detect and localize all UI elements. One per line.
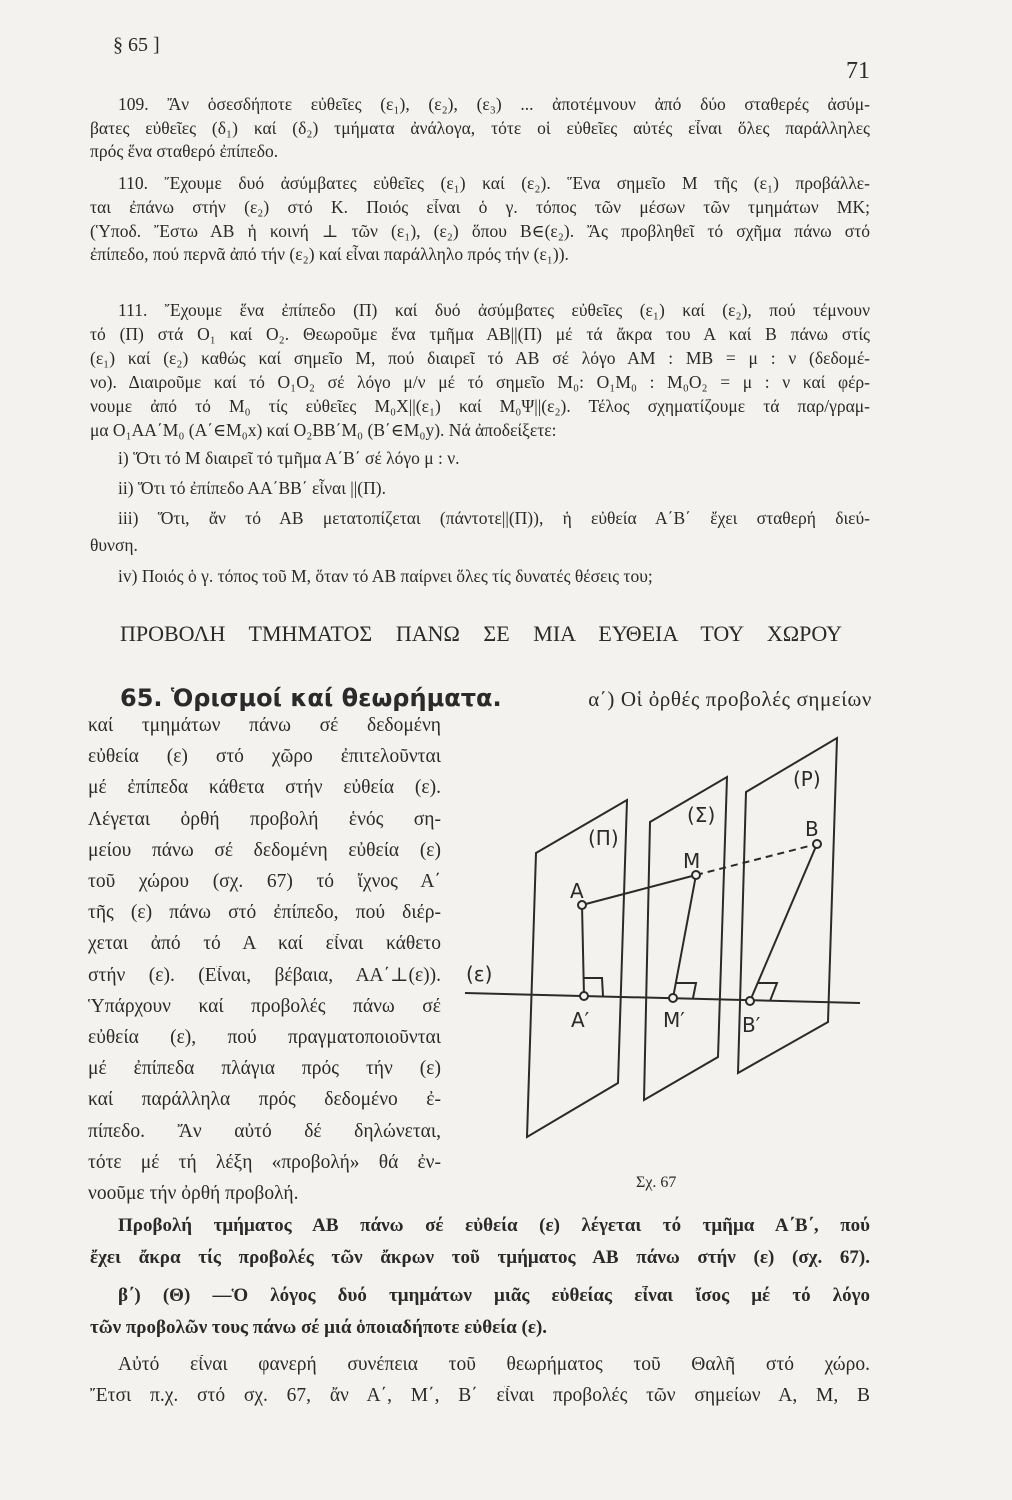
figure-caption: Σχ. 67 <box>636 1174 677 1191</box>
label-plane-pi: (Π) <box>588 826 619 850</box>
section-65-text-line: στήν (ε). (Εἶναι, βέβαια, ΑΑ΄⊥(ε)). <box>88 965 441 986</box>
label-plane-sigma: (Σ) <box>687 803 716 827</box>
section-65-text-line: πίπεδο. Ἄν αὐτό δέ δηλώνεται, <box>88 1121 441 1142</box>
section-65-text-line: Λέγεται ὀρθή προβολή ἑνός ση- <box>88 809 441 830</box>
exercise-111-item: θυνση. <box>90 535 138 555</box>
plane-pi <box>527 800 627 1137</box>
label-plane-p: (P) <box>793 767 821 791</box>
label-line-e: (ε) <box>466 962 493 986</box>
point-b-prime <box>746 997 754 1005</box>
point-m-prime <box>669 994 677 1002</box>
section-65-text-line: εὐθεία (ε) στό χῶρο ἐπιτελοῦνται <box>88 747 441 768</box>
section-65-text-line: τῆς (ε) πάνω στό ἐπίπεδο, πού διέρ- <box>88 903 441 924</box>
exercise-110-line: ἐπίπεδο, πού περνᾶ ἀπό τήν (ε₂) καί εἶναι παράλληλο πρός τήν (ε₁)). <box>90 244 569 265</box>
chapter-heading: ΠΡΟΒΟΛΗ ΤΜΗΜΑΤΟΣ ΠΑΝΩ ΣΕ ΜΙΑ ΕΥΘΕΙΑ ΤΟΥ ΧΩΡΟΥ <box>120 623 842 646</box>
section-65-text-line: μείου πάνω σέ δεδομένη εὐθεία (ε) <box>88 840 441 861</box>
exercise-111-item: ii) Ὅτι τό ἐπίπεδο ΑΑ΄ΒΒ΄ εἶναι ||(Π). <box>118 478 386 498</box>
exercise-109-line: πρός ἕνα σταθερό ἐπίπεδο. <box>90 141 279 161</box>
exercise-110-line: ται ἐπάνω στήν (ε₂) στό Κ. Ποιός εἶναι ὁ γ. τόπος τῶν μέσων τῶν τμημάτων ΜΚ; <box>90 198 870 217</box>
right-angle-b <box>757 983 777 1001</box>
section-65-text-line: Ὑπάρχουν καί προβολές πάνω σέ <box>88 996 441 1017</box>
segment-am <box>582 875 696 905</box>
label-a-prime: A′ <box>571 1008 590 1032</box>
section-title: 65. Ὁρισμοί καί θεωρήματα. <box>120 684 502 712</box>
page-number: 71 <box>846 58 870 84</box>
exercise-111-item: iv) Ποιός ὁ γ. τόπος τοῦ Μ, ὅταν τό ΑΒ παίρνει ὅλες τίς δυνατές θέσεις του; <box>118 566 653 586</box>
theorem-line: τῶν προβολῶν τους πάνω σέ μιά ὁποιαδήποτε εὐθεία (ε). <box>90 1317 548 1338</box>
exercise-111-line: 111. Ἔχουμε ἕνα ἐπίπεδο (Π) καί δυό ἀσύμβατες εὐθεῖες (ε₁) καί (ε₂), πού τέμνουν <box>118 302 870 320</box>
exercise-111-line: νο). Διαιροῦμε καί τό Ο₁Ο₂ σέ λόγο μ/ν μέ τό σημεῖο Μ₀: Ο₁Μ₀ : Μ₀Ο₂ = μ : ν καί φέρ- <box>90 374 870 392</box>
label-m-prime: M′ <box>663 1008 685 1032</box>
section-first-line-text: α΄) Οἱ ὀρθές προβολές σημείων <box>588 687 872 711</box>
exercise-111-line: τό (Π) στά Ο₁ καί Ο₂. Θεωροῦμε ἕνα τμῆμα ΑΒ||(Π) μέ τά ἄκρα του Α καί Β πάνω στίς <box>90 326 870 344</box>
section-65-text-line: νοοῦμε τήν ὀρθή προβολή. <box>88 1183 299 1204</box>
point-a-prime <box>580 992 588 1000</box>
label-a: A <box>570 879 584 903</box>
section-marker: § 65 ] <box>113 34 160 56</box>
line-e <box>465 993 860 1003</box>
section-65-text-line: μέ ἐπίπεδα πλάγια πρός τήν (ε) <box>88 1059 441 1080</box>
label-b-prime: B′ <box>742 1013 761 1037</box>
definition-line: Προβολή τμήματος ΑΒ πάνω σέ εὐθεία (ε) λέγεται τό τμῆμα Α΄Β΄, πού <box>118 1216 870 1236</box>
point-b <box>813 840 821 848</box>
definition-line: ἔχει ἄκρα τίς προβολές τῶν ἄκρων τοῦ τμήματος ΑΒ πάνω στήν (ε) (σχ. 67). <box>90 1248 870 1268</box>
label-b: B <box>805 817 819 841</box>
closing-line: Αὐτό εἶναι φανερή συνέπεια τοῦ θεωρήματος τοῦ Θαλῆ στό χώρο. <box>118 1355 870 1375</box>
section-65-text-line: τότε μέ τή λέξη «προβολή» θά ἐν- <box>88 1152 441 1173</box>
exercise-111-line: (ε₁) καί (ε₂) καθώς καί σημεῖο Μ, πού διαιρεῖ τό ΑΒ σέ λόγο ΑΜ : ΜΒ = μ : ν (δεδομέ- <box>90 350 870 368</box>
exercise-109-line: 109. Ἄν ὁσεσδήποτε εὐθεῖες (ε₁), (ε₂), (ε₃) ... ἀποτέμνουν ἀπό δύο σταθερές ἀσύμ- <box>118 96 870 114</box>
projector-b <box>750 844 817 1001</box>
section-65-text-line: καί παράλληλα πρός δεδομένο ἐ- <box>88 1090 441 1111</box>
exercise-111-item: iii) Ὅτι, ἄν τό ΑΒ μετατοπίζεται (πάντοτε||(Π)), ἡ εὐθεία Α΄Β΄ ἔχει σταθερή διεύ- <box>118 510 870 528</box>
section-65-text-line: χεται ἀπό τό Α καί εἶναι κάθετο <box>88 934 441 955</box>
closing-line: Ἔτσι π.χ. στό σχ. 67, ἄν Α΄, Μ΄, Β΄ εἶναι προβολές τῶν σημείων Α, Μ, Β <box>90 1386 870 1406</box>
theorem-line: β΄) (Θ) —Ὁ λόγος δυό τμημάτων μιᾶς εὐθείας εἶναι ἴσος μέ τό λόγο <box>118 1286 870 1306</box>
exercise-110-line: 110. Ἔχουμε δυό ἀσύμβατες εὐθεῖες (ε₁) καί (ε₂). Ἕνα σημεῖο Μ τῆς (ε₁) προβάλλε- <box>118 175 870 193</box>
right-angle-m <box>676 983 696 998</box>
section-65-text-line: μέ ἐπίπεδα κάθετα στήν εὐθεία (ε). <box>88 778 441 799</box>
section-65-text-line: εὐθεία (ε), πού πραγματοποιοῦνται <box>88 1028 441 1048</box>
section-65-text-line: τοῦ χώρου (σχ. 67) τό ἴχνος Α΄ <box>88 872 441 892</box>
projector-a <box>582 905 584 996</box>
exercise-111-line: νουμε ἀπό τό Μ₀ τίς εὐθεῖες Μ₀Χ||(ε₁) καί Μ₀Ψ||(ε₂). Τέλος σχηματίζουμε τά παρ/γραμ- <box>90 398 870 416</box>
section-65-text-line: καί τμημάτων πάνω σέ δεδομένη <box>88 716 441 736</box>
exercise-111-item: i) Ὅτι τό Μ διαιρεῖ τό τμῆμα Α΄Β΄ σέ λόγο μ : ν. <box>118 448 460 468</box>
segment-mb <box>696 844 817 875</box>
exercise-109-line: βατες εὐθεῖες (δ₁) καί (δ₂) τμήματα ἀνάλογα, τότε οἱ εὐθεῖες αὐτές εἶναι ὅλες παράλληλες <box>90 119 870 138</box>
label-m: M <box>683 849 701 873</box>
projector-m <box>673 875 696 998</box>
exercise-110-line: (Ὑποδ. Ἔστω ΑΒ ἡ κοινή ⊥ τῶν (ε₁), (ε₂) ὅπου Β∈(ε₂). Ἄς προβληθεῖ τό σχῆμα πάνω στό <box>90 222 870 241</box>
exercise-111-line: μα Ο₁ΑΑ΄Μ₀ (Α΄∈Μ₀x) καί Ο₂ΒΒ΄Μ₀ (Β΄∈Μ₀y). Νά ἀποδείξετε: <box>90 420 557 440</box>
